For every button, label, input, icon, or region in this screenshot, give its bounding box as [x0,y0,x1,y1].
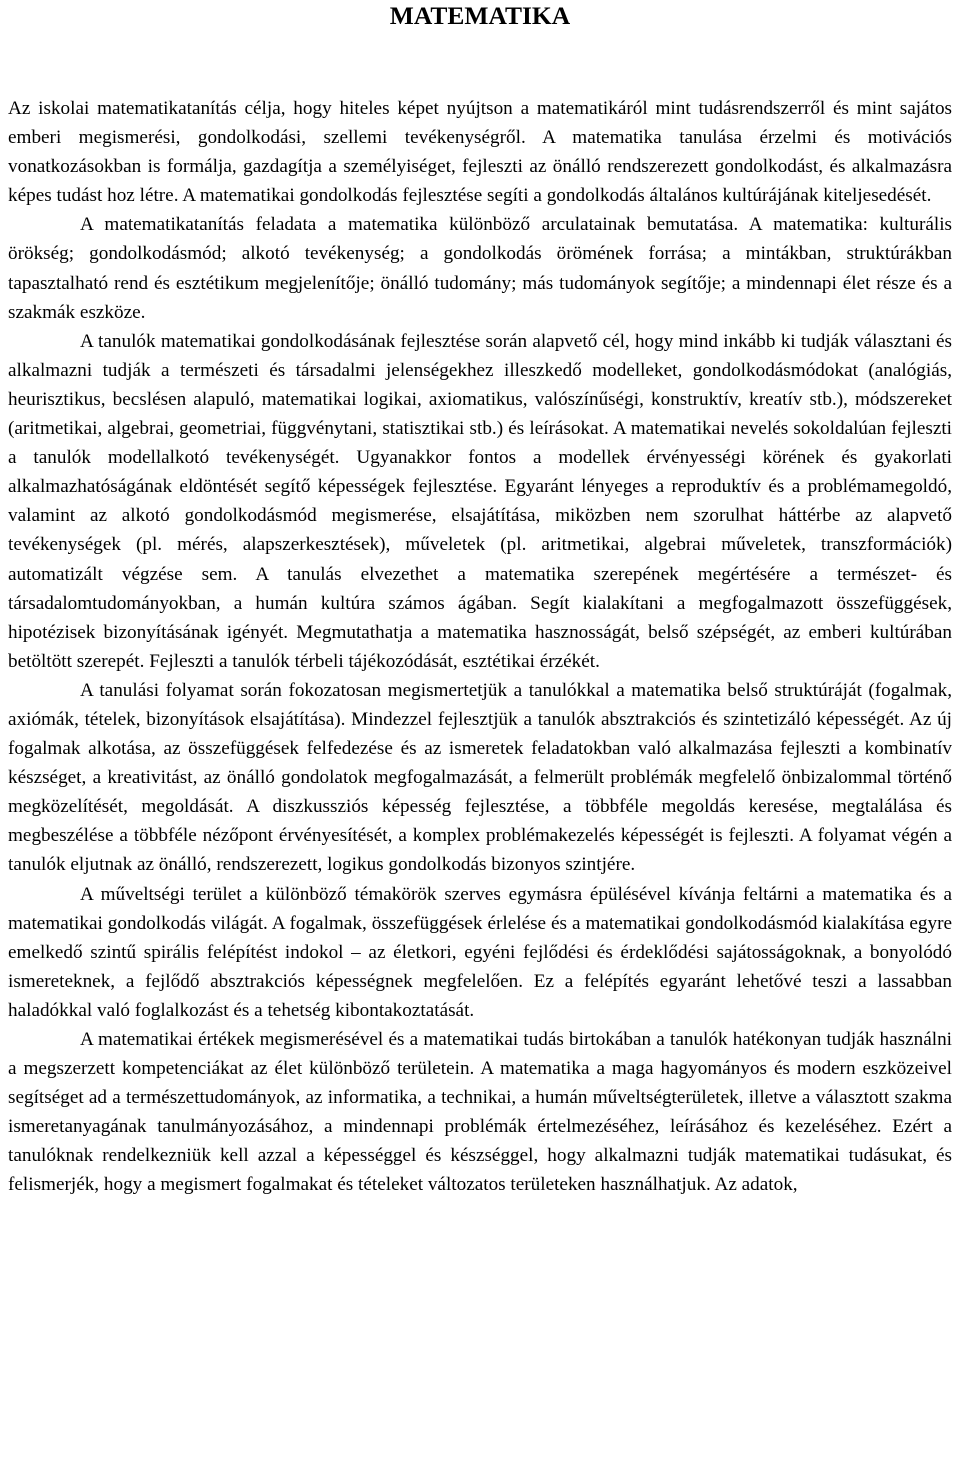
paragraph-thinking: A tanulók matematikai gondolkodásának fejlesztése során alapvető cél, hogy mind inkább ki tudják választani és alkalmazni tudják a természeti és társadalmi jelenségekhez illeszkedő modelleket, gondolkodásmódokat (analógiás, heurisztikus, becslésen alapuló, matematikai logikai, axiomatikus, valószínűségi, konstruktív, kreatív stb.), módszereket (aritmetikai, algebrai, geometriai, függvénytani, statisztikai stb.) és leírásokat. A matematikai nevelés sokoldalúan fejleszti a tanulók modellalkotó tevékenységét. Ugyanakkor fontos a modellek érvényességi körének és gyakorlati alkalmazhatóságának eldöntését segítő képességek fejlesztése. Egyaránt lényeges a reproduktív és a problémamegoldó, valamint az alkotó gondolkodásmód megismerése, elsajátítása, miközben nem szorulhat háttérbe az alapvető tevékenységek (pl. mérés, alapszerkesztések), műveletek (pl. aritmetikai, algebrai műveletek, transzformációk) automatizált végzése sem. A tanulás elvezethet a matematika szerepének megértésére a természet- és társadalomtudományokban, a humán kultúra számos ágában. Segít kialakítani a megfogalmazott összefüggések, hipotézisek bizonyításának igényét. Megmutathatja a matematika hasznosságát, belső szépségét, az emberi kultúrában betöltött szerepét. Fejleszti a tanulók térbeli tájékozódását, esztétikai érzékét. [8,330,952,672]
paragraph-values: A matematikai értékek megismerésével és a matematikai tudás birtokában a tanulók hatékonyan tudják használni a megszerzett kompetenciákat az élet különböző területein. A matematika a maga hagyományos és modern eszközeivel segítséget ad a természettudományok, az informatika, a technikai, a humán műveltségterületek, illetve a választott szakma ismeretanyagának tanulmányozásához, a mindennapi problémák értelmezéséhez, leírásához és kezeléséhez. Ezért a tanulóknak rendelkezniük kell azzal a képességgel és készséggel, hogy alkalmazni tudják matematikai tudásukat, és felismerjék, hogy a megismert fogalmakat és tételeket változatos területeken használhatjuk. Az adatok, [8,1029,952,1196]
document-body [8,94,952,1200]
document-title: MATEMATIKA [389,1,571,30]
paragraph-learning-process: A tanulási folyamat során fokozatosan megismertetjük a tanulókkal a matematika belső struktúráját (fogalmak, axiómák, tételek, bizonyítások elsajátítása). Mindezzel fejlesztjük a tanulók absztrakciós és szintetizáló képességét. Az új fogalmak alkotása, az összefüggések felfedezése és az ismeretek feladatokban való alkalmazása fejleszti a kombinatív készséget, a kreativitást, az önálló gondolatok megfogalmazását, a felmerült problémák megfelelő önbizalommal történő megközelítését, megoldását. A diszkussziós képesség fejlesztése, a többféle megoldás keresése, megtalálása és megbeszélése a többféle nézőpont érvényesítését, a komplex problémakezelés képességét is fejleszti. A folyamat végén a tanulók eljutnak az önálló, rendszerezett, logikus gondolkodás bizonyos szintjére. [8,679,952,876]
paragraph-intro: Az iskolai matematikatanítás célja, hogy hiteles képet nyújtson a matematikáról mint tudásrendszerről és mint sajátos emberi megismerési, gondolkodási, szellemi tevékenységről. A matematika tanulása érzelmi és motivációs vonatkozásokban is formálja, gazdagítja a személyiséget, fejleszti az önálló rendszerezett gondolkodást, és alkalmazásra képes tudást hoz létre. A matematikai gondolkodás fejlesztése segíti a gondolkodás általános kultúrájának kiteljesedését. [8,98,952,207]
paragraph-tasks: A matematikatanítás feladata a matematika különböző arculatainak bemutatása. A matematika: kulturális örökség; gondolkodásmód; alkotó tevékenység; a gondolkodás örömének forrása; a mintákban, struktúrákban tapasztalható rend és esztétikum megjelenítője; önálló tudomány; más tudományok segítője; a mindennapi élet része és a szakmák eszköze. [8,214,952,323]
paragraph-curriculum-area: A műveltségi terület a különböző témakörök szerves egymásra épülésével kívánja feltárni a matematika és a matematikai gondolkodás világát. A fogalmak, összefüggések érlelése és a matematikai gondolkodásmód kialakítása egyre emelkedő szintű spirális felépítést indokol – az életkori, egyéni fejlődési és érdeklődési sajátosságoknak, a bonyolódó ismereteknek, a fejlődő absztrakciós képességnek megfelelően. Ez a felépítés egyaránt lehetővé teszi a lassabban haladókkal való foglalkozást és a tehetség kibontakoztatását. [8,883,952,1021]
